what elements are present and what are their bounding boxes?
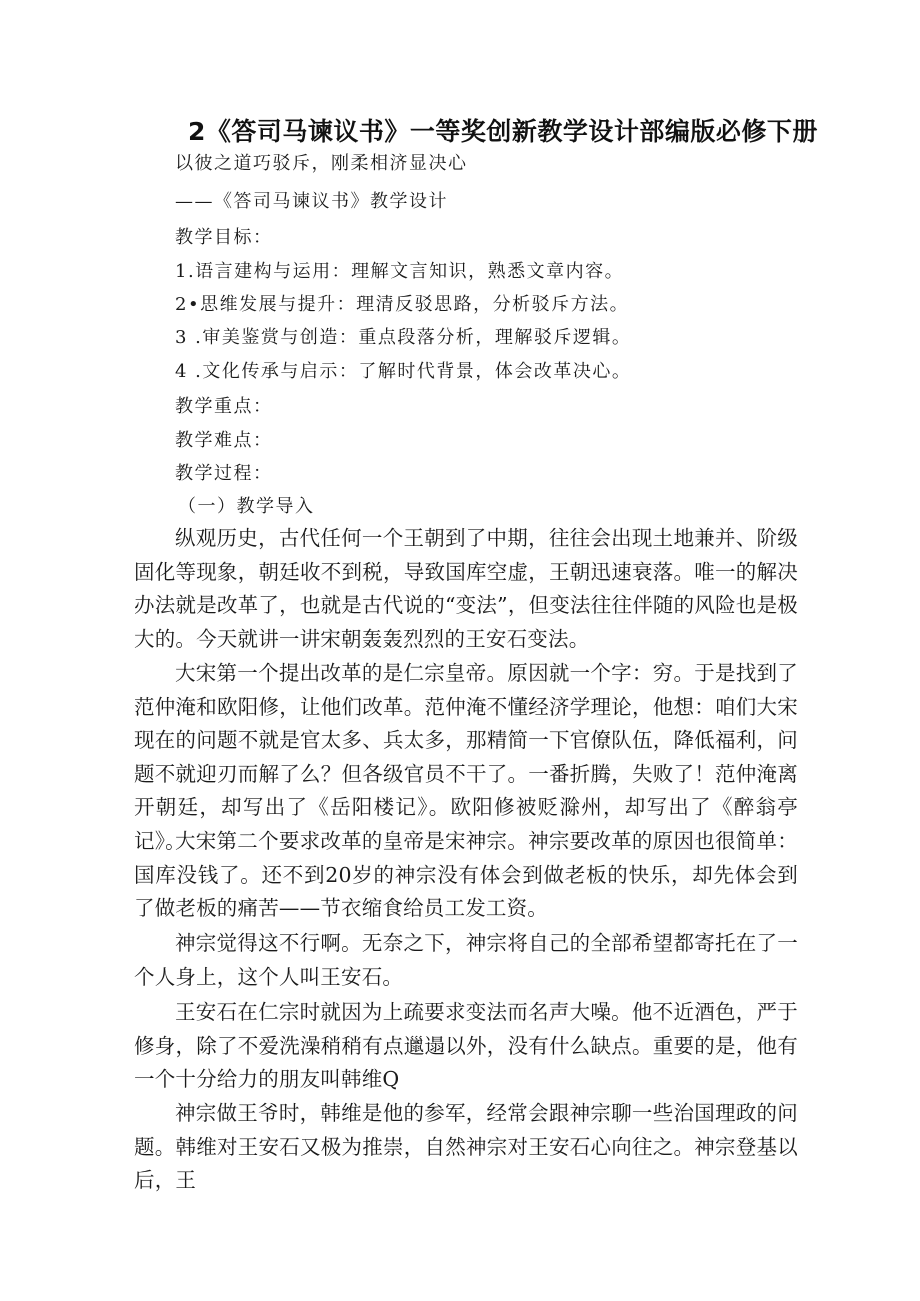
body-paragraph: 神宗觉得这不行啊。无奈之下，神宗将自己的全部希望都寄托在了一个人身上，这个人叫王安石。 xyxy=(134,931,798,989)
goal-item: 3 .审美鉴赏与创造：重点段落分析，理解驳斥逻辑。 xyxy=(175,327,632,348)
goal-item: 2•思维发展与提升：理清反驳思路，分析驳斥方法。 xyxy=(175,294,630,315)
body-paragraph: 大宋第二个要求改革的皇帝是宋神宗。神宗要改革的原因也很简单：国库没钱了。还不到20岁的神宗没有体会到做老板的快乐，却先体会到了做老板的痛苦——节衣缩食给员工发工资。 xyxy=(134,829,798,920)
difficulties-heading: 教学难点： xyxy=(175,430,273,451)
body-paragraph: 王安石在仁宗时就因为上疏要求变法而名声大噪。他不近酒色，严于修身，除了不爱洗澡稍稍有点邋遢以外，没有什么缺点。重要的是，他有一个十分给力的朋友叫韩维Q xyxy=(134,1000,798,1091)
subtitle-secondary: ——《答司马谏议书》教学设计 xyxy=(175,191,448,212)
key-points-heading: 教学重点： xyxy=(175,396,273,417)
body-paragraph: 神宗做王爷时，韩维是他的参军，经常会跟神宗聊一些治国理政的问题。韩维对王安石又极为推崇，自然神宗对王安石心向往之。神宗登基以后，王 xyxy=(134,1101,798,1192)
goal-item: 4 .文化传承与启示：了解时代背景，体会改革决心。 xyxy=(175,361,632,382)
subtitle: 以彼之道巧驳斥，刚柔相济显决心 xyxy=(175,153,468,174)
body-paragraph: 大宋第一个提出改革的是仁宗皇帝。原因就一个字：穷。于是找到了范仲淹和欧阳修，让他们改革。范仲淹不懂经济学理论，他想：咱们大宋现在的问题不就是官太多、兵太多，那精简一下官僚队伍，降低福利，问题不就迎刃而解了么？但各级官员不干了。一番折腾，失败了！范仲淹离开朝廷，却写出了《岳阳楼记》。欧阳修被贬滁州，却写出了《醉翁亭记》。 xyxy=(134,661,798,853)
goals-heading: 教学目标： xyxy=(175,227,273,248)
process-heading: 教学过程： xyxy=(175,463,273,484)
document-title: 2《答司马谏议书》一等奖创新教学设计部编版必修下册 xyxy=(188,117,818,146)
goal-item: 1.语言建构与运用：理解文言知识，熟悉文章内容。 xyxy=(175,261,625,282)
body-paragraph: 纵观历史，古代任何一个王朝到了中期，往往会出现土地兼并、阶级固化等现象，朝廷收不到税，导致国库空虚，王朝迅速衰落。唯一的解决办法就是改革了，也就是古代说的“变法”，但变法往往伴随的风险也是极大的。今天就讲一讲宋朝轰轰烈烈的王安石变法。 xyxy=(134,526,798,651)
section-heading-intro: （一）教学导入 xyxy=(178,496,315,517)
